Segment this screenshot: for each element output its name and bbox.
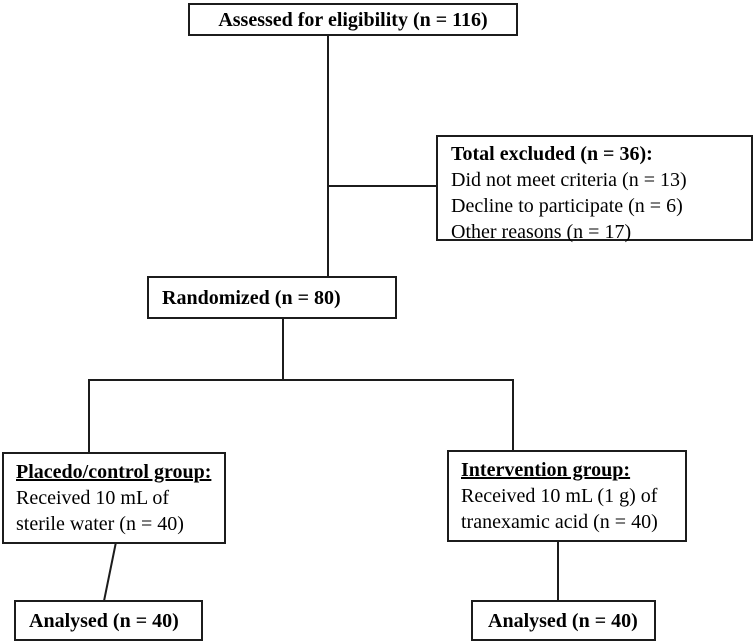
analysed-intervention-label: Analysed (n = 40) [488, 609, 638, 632]
randomized-label: Randomized (n = 80) [162, 286, 341, 309]
assessed-eligibility-label: Assessed for eligibility (n = 116) [218, 8, 488, 31]
excluded-reason-line: Did not meet criteria (n = 13) [451, 169, 687, 191]
control-group-line: Received 10 mL of [16, 487, 170, 509]
total-excluded-title: Total excluded (n = 36): [451, 143, 653, 165]
connector-control-to-analysed [104, 542, 116, 601]
intervention-group-box [447, 450, 687, 542]
intervention-group-line: Received 10 mL (1 g) of [461, 485, 658, 507]
excluded-reason-line: Other reasons (n = 17) [451, 221, 632, 243]
assessed-eligibility-box [188, 3, 518, 36]
analysed-intervention-box [471, 600, 656, 641]
randomized-box [147, 276, 397, 319]
analysed-control-label: Analysed (n = 40) [29, 609, 179, 632]
analysed-control-box [14, 600, 203, 641]
total-excluded-box [436, 135, 753, 241]
excluded-reason-line: Decline to participate (n = 6) [451, 195, 683, 217]
intervention-group-title: Intervention group: [461, 459, 631, 481]
control-group-title: Placedo/control group: [16, 461, 212, 483]
control-group-line: sterile water (n = 40) [16, 513, 184, 535]
intervention-group-line: tranexamic acid (n = 40) [461, 511, 658, 533]
control-group-box [2, 452, 226, 544]
